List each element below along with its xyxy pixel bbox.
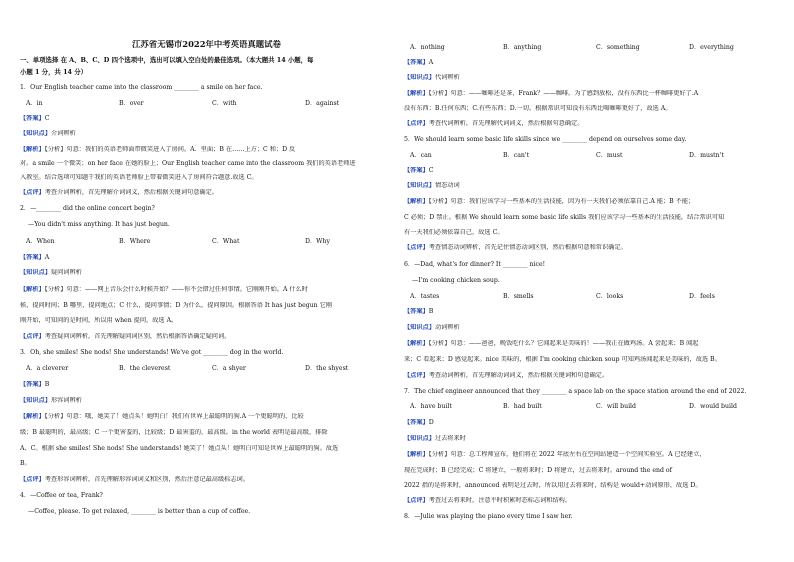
answer-value: A [428, 59, 434, 66]
option-b: B．had built [503, 403, 542, 410]
section-header-line1: 一、单项选择 在 A、B、C、D 四个选项中，选出可以填入空白处的最佳选项。（本大题共 14 小题，每 [20, 56, 314, 64]
comment-row [20, 333, 392, 341]
analysis-line: 来；C 看起来；D 感觉起来。nice 美味的，根据 I'm cooking chicken soup 可知鸡汤闻起来是美味的，故选 B。 [404, 356, 721, 363]
analysis-text: 【分析】句意：——网上音乐会什么时候开始？——你不会错过任何事情。它刚刚开始。A 什么时 [44, 286, 308, 293]
knowledge-point-value: 形容词辨析 [50, 397, 82, 404]
question-stem-reply: —I'm cooking chicken soup. [412, 277, 500, 284]
analysis-line [20, 413, 392, 421]
answer-value: A [44, 254, 50, 261]
question-stem: 2．—________ did the online concert begin? [20, 205, 155, 212]
analysis-line [404, 198, 776, 206]
answer-tag: 【答案】 [404, 167, 429, 174]
question-stem-reply: —You didn't miss anything. It has just begun. [28, 221, 170, 228]
knowledge-point-value: 动词辨析 [434, 324, 460, 331]
option-row [26, 100, 398, 108]
analysis-text: 【分析】句意：我们应该学习一些基本的生活技能，因为有一天我们必须依靠自己.A 能；B 不能； [428, 198, 695, 205]
analysis-line [20, 286, 392, 294]
option-b: B．can't [503, 152, 530, 159]
page-title: 江苏省无锡市2022年中考英语真题试卷 [132, 40, 281, 48]
answer-tag: 【答案】 [20, 381, 45, 388]
comment-text: 考查介词辨析，首先理解介词词义，然后根据关键词句意确定。 [44, 189, 218, 196]
comment-text: 考查过去将来时，注意平时积累时态标志词和结构。 [428, 497, 572, 504]
answer-row [404, 419, 776, 427]
analysis-text: 【分析】句意：我们的英语老师面带微笑进入了房间。A．里面；B 在……上方；C 和；D 反 [44, 146, 296, 153]
analysis-tag: 【解析】 [20, 413, 45, 420]
option-a: A．a cleverer [26, 365, 69, 372]
analysis-tag: 【解析】 [20, 286, 45, 293]
analysis-line [404, 451, 776, 459]
answer-tag: 【答案】 [404, 59, 429, 66]
comment-row [404, 372, 776, 380]
question-stem-reply: —Coffee, please. To get relaxed, ________ is better than a cup of coffee. [28, 508, 251, 515]
option-row [26, 238, 398, 246]
answer-tag: 【答案】 [20, 115, 45, 122]
analysis-tag: 【解析】 [404, 198, 429, 205]
analysis-line: B。 [20, 460, 31, 467]
comment-text: 考查情态动词辨析，首先记住情态动词区别，然后根据句意和常识确定。 [428, 244, 627, 251]
analysis-line: 刚开始，可知问的是时间，所以用 when 提问，故选 A。 [20, 317, 178, 324]
option-a: A．in [26, 100, 43, 107]
comment-row [20, 476, 392, 484]
knowledge-point-row [404, 435, 776, 443]
right-column [404, 0, 776, 562]
knowledge-point-value: 情态动词 [434, 182, 460, 189]
option-a: A．can [410, 152, 432, 159]
comment-tag: 【点评】 [404, 497, 429, 504]
comment-tag: 【点评】 [20, 476, 45, 483]
option-row [410, 403, 782, 411]
left-column [20, 0, 392, 562]
answer-row [404, 59, 776, 67]
answer-row [20, 381, 392, 389]
knowledge-point-tag: 【知识点】 [404, 324, 435, 331]
knowledge-point-row [404, 74, 776, 82]
comment-tag: 【点评】 [404, 372, 429, 379]
knowledge-point-tag: 【知识点】 [404, 74, 435, 81]
analysis-tag: 【解析】 [404, 340, 429, 347]
section-header-line2: 小题 1 分，共 14 分） [20, 68, 87, 76]
option-d: D．everything [689, 44, 734, 51]
comment-row [404, 497, 776, 505]
analysis-text: 【分析】句意：总工程师宣布，他们将在 2022 年底左右在空间站建造一个空间实验室。A 已经建立， [428, 451, 706, 458]
comment-text: 考查形容词辨析，首先理解形容词词义和区别，然后注意记最高级标志词。 [44, 476, 249, 483]
comment-row [404, 120, 776, 128]
analysis-line: 2022 指的是将来时，announced 表明是过去时，所以用过去将来时，结构是 would+动词原形，故选 D。 [404, 482, 702, 489]
answer-tag: 【答案】 [404, 308, 429, 315]
analysis-line: 有一天我们必须依靠自己，故选 C。 [404, 229, 504, 236]
option-c: C．a shyer [212, 365, 246, 372]
option-c: C．must [596, 152, 623, 159]
analysis-line [404, 90, 776, 98]
answer-value: B [428, 308, 434, 315]
analysis-line: C 必须；D 禁止。根据 We should learn some basic life skills 我们应该学习一些基本的生活技能，结合常识可知 [404, 214, 725, 221]
knowledge-point-tag: 【知识点】 [20, 130, 51, 137]
analysis-line: 对。a smile 一个微笑；on her face 在她的脸上；Our English teacher came into the classroom 我们的英语老师进 [20, 160, 356, 167]
question-stem: 7．The chief engineer announced that they ________ a space lab on the space station around the end of 2022. [404, 388, 747, 395]
comment-text: 考查动词辨析，首先理解动词词义，然后根据关键词和句意确定。 [428, 372, 609, 379]
comment-row [20, 189, 392, 197]
answer-value: B [44, 381, 50, 388]
option-c: C．will build [596, 403, 636, 410]
option-d: D．Why [305, 238, 330, 245]
answer-row [20, 115, 392, 123]
option-d: D．against [305, 100, 340, 107]
option-b: B．smells [503, 293, 534, 300]
knowledge-point-value: 介词辨析 [50, 130, 76, 137]
analysis-text: 【分析】句意：哦，她笑了！她点头！她明白！我们有世界上最聪明的狗.A 一个更聪明的，比较 [44, 413, 304, 420]
option-row [26, 365, 398, 373]
comment-tag: 【点评】 [404, 120, 429, 127]
answer-value: D [428, 419, 434, 426]
option-row [410, 44, 782, 52]
question-stem: 6．—Dad, what's for dinner? It ________ nice! [404, 261, 546, 268]
option-d: D．mustn't [689, 152, 724, 159]
option-d: D．would build [689, 403, 737, 410]
analysis-line: 现在完成时；B 已经完成；C 将建立，一般将来时；D 将建立，过去将来时。around the end of [404, 467, 672, 474]
knowledge-point-row [404, 182, 776, 190]
option-b: B．the cleverest [119, 365, 171, 372]
question-stem: 3．Oh, she smiles! She nods! She understands! We've got ________ dog in the world. [20, 349, 284, 356]
analysis-tag: 【解析】 [404, 451, 429, 458]
analysis-line: 级；B 最聪明的，最高级；C 一个更害羞的，比较级；D 最害羞的，最高级。in the world 表明是最高级，排除 [20, 429, 328, 436]
comment-tag: 【点评】 [20, 189, 45, 196]
option-a: A．nothing [410, 44, 445, 51]
knowledge-point-row [20, 397, 392, 405]
option-c: C．looks [596, 293, 624, 300]
knowledge-point-value: 代词辨析 [434, 74, 460, 81]
knowledge-point-tag: 【知识点】 [404, 182, 435, 189]
option-row [410, 293, 782, 301]
comment-text: 考查代词辨析，首先理解代词词义，然后根据句意确定。 [428, 120, 584, 127]
answer-row [20, 254, 392, 262]
analysis-text: 【分析】句意：——爸爸，晚饭吃什么？它闻起来是美味的！——我正在做鸡汤。A 尝起来；B 闻起 [428, 340, 699, 347]
knowledge-point-row [20, 269, 392, 277]
option-row [410, 152, 782, 160]
knowledge-point-tag: 【知识点】 [404, 435, 435, 442]
answer-row [404, 308, 776, 316]
knowledge-point-value: 疑问词辨析 [50, 269, 82, 276]
option-d: D．feels [689, 293, 715, 300]
answer-tag: 【答案】 [404, 419, 429, 426]
option-a: A．tastes [410, 293, 440, 300]
question-stem: 1．Our English teacher came into the classroom ________ a smile on her face. [20, 84, 263, 91]
answer-row [404, 167, 776, 175]
knowledge-point-row [20, 130, 392, 138]
analysis-line [20, 146, 392, 154]
comment-text: 考查疑问词辨析，首先理解疑问词区别，然后根据答语确定疑问词。 [44, 333, 231, 340]
option-c: C．something [596, 44, 640, 51]
option-c: C．What [212, 238, 240, 245]
analysis-text: 【分析】句意：——咖啡还是茶，Frank？——咖啡。为了感到放松，没有东西比一杯咖啡更好了.A [428, 90, 699, 97]
answer-value: C [428, 167, 434, 174]
knowledge-point-tag: 【知识点】 [20, 269, 51, 276]
option-d: D．the shyest [305, 365, 349, 372]
comment-tag: 【点评】 [20, 333, 45, 340]
knowledge-point-value: 过去将来时 [434, 435, 466, 442]
analysis-line [404, 340, 776, 348]
answer-tag: 【答案】 [20, 254, 45, 261]
knowledge-point-tag: 【知识点】 [20, 397, 51, 404]
analysis-line: 候，提问时间；B 哪里，提问地点；C 什么，提问事情；D 为什么，提问原因。根据答语 It has just begun 它刚 [20, 302, 332, 309]
analysis-tag: 【解析】 [404, 90, 429, 97]
analysis-line: 没有东西；B.任何东西；C.有些东西；D.一切。根据常识可知没有东西比喝咖啡更好了，故选 A。 [404, 105, 672, 112]
question-stem: 5．We should learn some basic life skills since we ________ depend on ourselves some day. [404, 136, 687, 143]
analysis-tag: 【解析】 [20, 146, 45, 153]
analysis-line: 入教室。结合选项可知题干我们的英语老师脸上带着微笑进入了房间符合题意.故选 C。 [20, 174, 258, 181]
answer-value: C [44, 115, 50, 122]
option-b: B．Where [119, 238, 151, 245]
comment-tag: 【点评】 [404, 244, 429, 251]
question-stem: 4．—Coffee or tea, Frank? [20, 492, 103, 499]
analysis-line: A、C。根据 she smiles! She nods! She understands! 她笑了！她点头！她明白可知是世界上最聪明的狗。故选 [20, 445, 339, 452]
comment-row [404, 244, 776, 252]
knowledge-point-row [404, 324, 776, 332]
option-b: B．anything [503, 44, 542, 51]
option-b: B．over [119, 100, 144, 107]
option-a: A．When [26, 238, 55, 245]
option-c: C．with [212, 100, 237, 107]
option-a: A．have built [410, 403, 452, 410]
question-stem: 8．—Julie was playing the piano every time I saw her. [404, 513, 573, 520]
